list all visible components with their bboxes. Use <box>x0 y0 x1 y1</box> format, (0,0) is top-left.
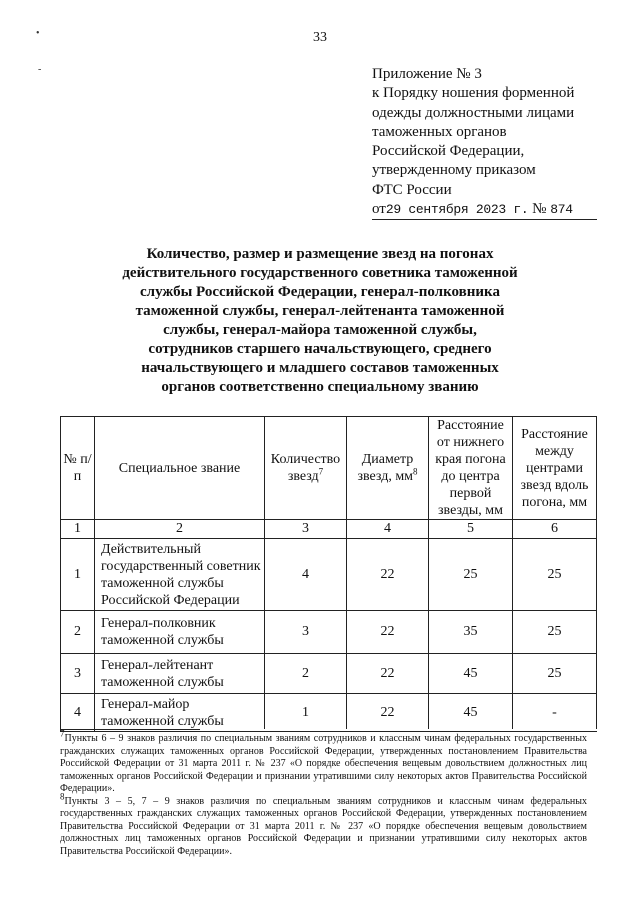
title-line: органов соответственно специальному званию <box>161 379 479 395</box>
page-number: 33 <box>313 30 327 45</box>
cell-count: 4 <box>265 539 347 611</box>
cell-distance-edge: 35 <box>429 611 513 654</box>
table-row <box>61 539 597 611</box>
order-prefix: от <box>372 201 386 218</box>
appendix-line: одежды должностными лицами <box>372 104 575 121</box>
scan-dot: • <box>36 28 40 39</box>
cell-distance-edge: 45 <box>429 654 513 694</box>
appendix-line: Российской Федерации, <box>372 143 525 160</box>
order-number: 874 <box>550 202 573 218</box>
cell-diameter: 22 <box>347 611 429 654</box>
column-number: 6 <box>513 520 597 539</box>
title-line: таможенной службы, генерал-лейтенанта таможенной <box>135 303 505 319</box>
cell-rank: Действительный государственный советник таможенной службы Российской Федерации <box>95 539 265 611</box>
title-line: службы, генерал-майора таможенной службы, <box>163 322 477 338</box>
header-diameter: Диаметр звезд, $мм^8$ <box>347 417 429 520</box>
scan-dot: - <box>38 64 42 75</box>
column-number: 4 <box>347 520 429 539</box>
header-distance-edge: Расстояние от нижнего края погона до центра первой звезды, мм <box>429 417 513 520</box>
order-date: 29 сентября 2023 г. <box>385 202 529 218</box>
cell-count: 2 <box>265 654 347 694</box>
cell-num: 3 <box>61 654 95 694</box>
document-title <box>110 245 530 397</box>
table-header-row <box>61 417 597 520</box>
footnote-8 <box>60 791 587 859</box>
table-row <box>61 611 597 654</box>
header-rank: Специальное звание <box>95 417 265 520</box>
header-count: Количество звезд$^7$ <box>265 417 347 520</box>
column-number: 5 <box>429 520 513 539</box>
footnote-text: Пункты 3 – 5, 7 – 9 знаков различия по специальным званиям сотрудников и классным чинам федеральных государственных гражданских служащих таможенных органов Российской Федерации, утвержденных постановлением Правительства Российской Федерации от 31 марта 2011 г. № 237 «О порядке обеспечения вещевым довольствием должностных лиц таможенных органов Российской Федерации и признании утратившими силу некоторых актов Правительства Российской Федерации». <box>60 795 587 857</box>
footnotes <box>60 729 587 858</box>
title-line: службы Российской Федерации, генерал-полковника <box>140 284 500 300</box>
footnote-ref-7: 7 <box>318 466 324 477</box>
title-line: сотрудников старшего начальствующего, среднего <box>148 341 492 357</box>
column-number: 3 <box>265 520 347 539</box>
column-number: 1 <box>61 520 95 539</box>
cell-num: 2 <box>61 611 95 654</box>
cell-num: 4 <box>61 694 95 732</box>
appendix-block <box>372 65 602 220</box>
cell-count: 3 <box>265 611 347 654</box>
cell-distance-edge: 45 <box>429 694 513 732</box>
cell-rank: Генерал-майор таможенной службы <box>95 694 265 732</box>
table-row <box>61 694 597 732</box>
cell-distance-centers: 25 <box>513 611 597 654</box>
footnote-mark: 8 <box>60 791 65 802</box>
cell-distance-centers: - <box>513 694 597 732</box>
footnote-ref-8: 8 <box>413 466 418 477</box>
appendix-line: Приложение № 3 <box>372 66 482 82</box>
appendix-line: утвержденному приказом <box>372 162 536 179</box>
footnote-7 <box>60 728 587 796</box>
footnote-rule-gap <box>200 729 600 731</box>
cell-distance-centers: 25 <box>513 539 597 611</box>
appendix-line: таможенных органов <box>372 123 507 140</box>
cell-diameter: 22 <box>347 539 429 611</box>
order-line <box>372 200 602 220</box>
cell-diameter: 22 <box>347 654 429 694</box>
footnote-text: Пункты 6 – 9 знаков различия по специальным званиям сотрудников и классным чинам федеральных государственных гражданских служащих таможенных органов Российской Федерации, утвержденных постановлением Правительства Российской Федерации от 31 марта 2011 г. № 237 «О порядке обеспечения вещевым довольствием должностных лиц таможенных органов Российской Федерации и признании утратившими силу некоторых актов Правительства Российской Федерации». <box>60 733 587 794</box>
header-num: № п/п <box>61 417 95 520</box>
title-line: начальствующего и младшего составов таможенных <box>141 360 499 376</box>
column-number: 2 <box>95 520 265 539</box>
stars-table <box>60 416 597 732</box>
title-line: действительного государственного советника таможенной <box>122 265 518 281</box>
appendix-line: к Порядку ношения форменной <box>372 85 575 102</box>
title-line: Количество, размер и размещение звезд на погонах <box>146 246 494 262</box>
cell-distance-edge: 25 <box>429 539 513 611</box>
cell-rank: Генерал-лейтенант таможенной службы <box>95 654 265 694</box>
cell-num: 1 <box>61 539 95 611</box>
cell-diameter: 22 <box>347 694 429 732</box>
order-number-label: № <box>532 201 547 218</box>
cell-rank: Генерал-полковник таможенной службы <box>95 611 265 654</box>
column-number-row <box>61 520 597 539</box>
cell-distance-centers: 25 <box>513 654 597 694</box>
footnote-mark: 7 <box>60 728 65 739</box>
table-row <box>61 654 597 694</box>
cell-count: 1 <box>265 694 347 732</box>
header-distance-centers: Расстояние между центрами звезд вдоль погона, мм <box>513 417 597 520</box>
appendix-line: ФТС России <box>372 181 452 198</box>
